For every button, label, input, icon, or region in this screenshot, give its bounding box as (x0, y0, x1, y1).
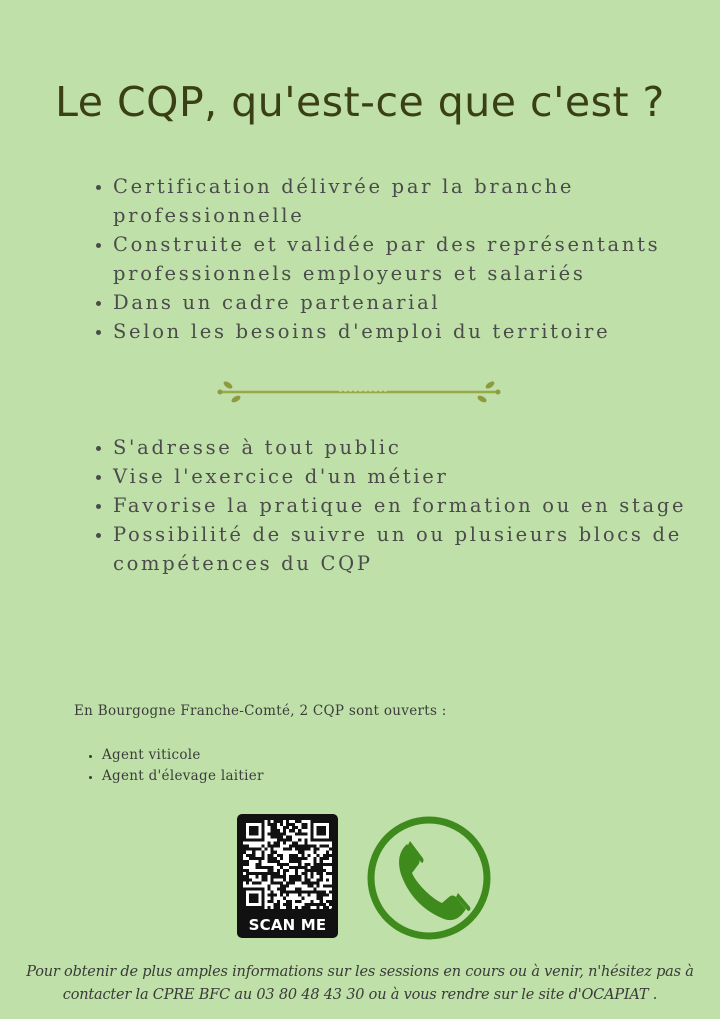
list-item: • Agent d'élevage laitier (102, 766, 264, 787)
cqp-definition-list (90, 172, 720, 346)
list-item: • Agent viticole (102, 745, 264, 766)
scan-me-label: SCAN ME (248, 916, 327, 934)
list-item: • Vise l'exercice d'un métier (113, 462, 720, 491)
list-item: • Certification délivrée par la branche professionnelle (113, 172, 720, 230)
region-intro-text: En Bourgogne Franche-Comté, 2 CQP sont ouverts : (74, 703, 447, 719)
contact-info (0, 961, 720, 1007)
open-cqp-list (84, 745, 264, 787)
qr-code[interactable] (237, 814, 338, 938)
footer-line: contacter la CPRE BFC au 03 80 48 43 30 ou à vous rendre sur le site d'OCAPIAT . (62, 987, 658, 1003)
list-item: • Dans un cadre partenarial (113, 288, 720, 317)
list-item: • Possibilité de suivre un ou plusieurs blocs de compétences du CQP (113, 520, 720, 578)
footer-line: Pour obtenir de plus amples informations sur les sessions en cours ou à venir, n'hésitez pas à (26, 964, 694, 980)
list-item: • Construite et validée par des représentants professionnels employeurs et salariés (113, 230, 720, 288)
list-item: • S'adresse à tout public (113, 433, 720, 462)
page-title: Le CQP, qu'est-ce que c'est ? (55, 78, 665, 126)
vine-divider-icon (214, 376, 504, 408)
phone-icon[interactable] (366, 815, 492, 941)
qr-code-icon (243, 820, 332, 909)
cqp-features-list (90, 433, 720, 578)
list-item: • Selon les besoins d'emploi du territoire (113, 317, 720, 346)
list-item: • Favorise la pratique en formation ou en stage (113, 491, 720, 520)
